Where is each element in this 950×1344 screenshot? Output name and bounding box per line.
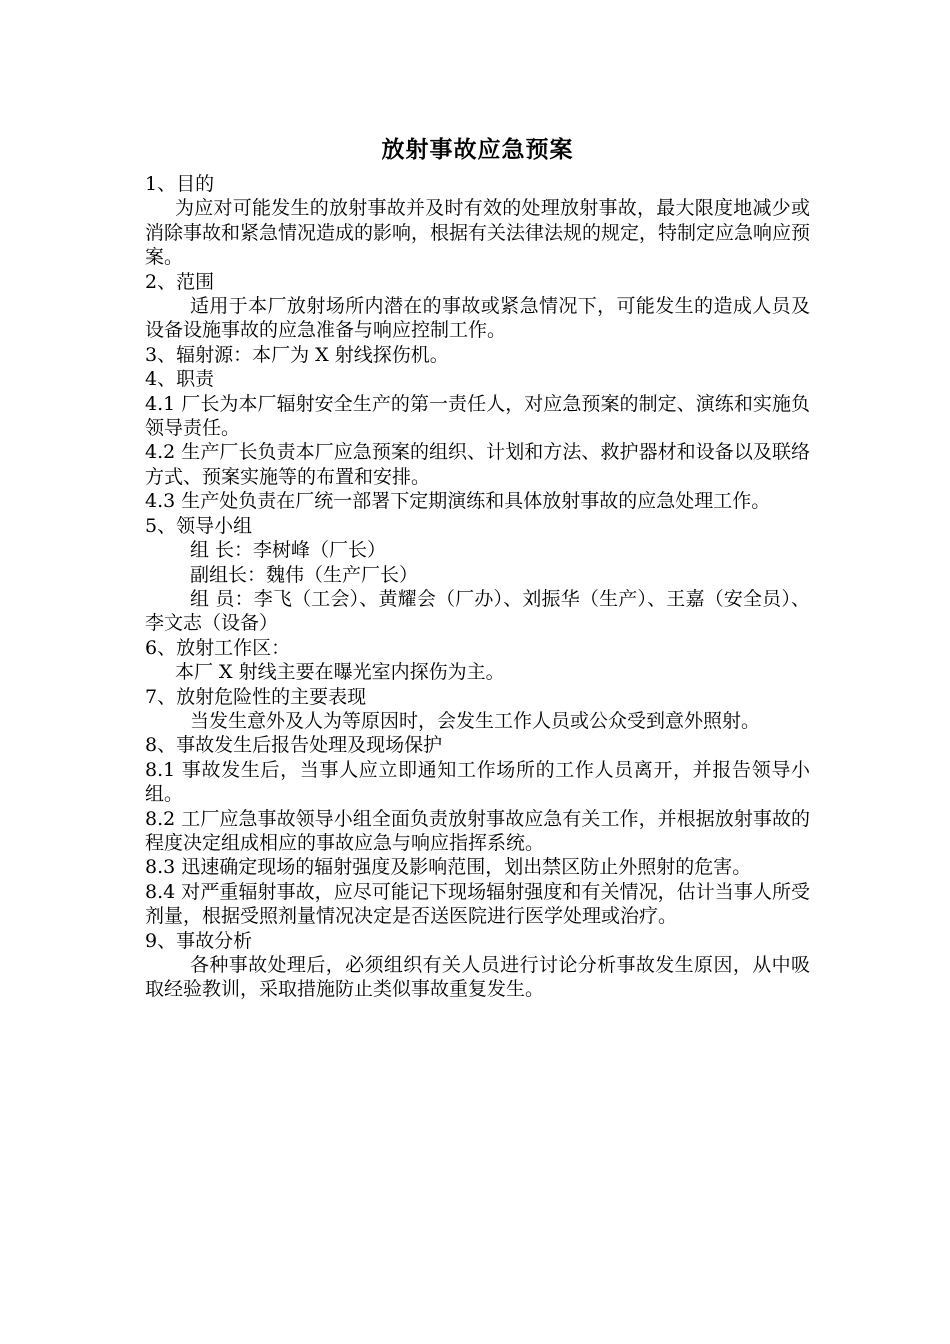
section-4-3: 4.3 生产处负责在厂统一部署下定期演练和具体放射事故的应急处理工作。 [145, 490, 771, 513]
deputy-leader-line: 副组长：魏伟（生产厂长） [190, 563, 419, 586]
section-4-1: 4.1 厂长为本厂辐射安全生产的第一责任人，对应急预案的制定、演练和实施负领导责任。 [145, 392, 810, 440]
section-6-body: 本厂 X 射线主要在曝光室内探伤为主。 [175, 661, 505, 684]
section-6-heading: 6、放射工作区： [145, 636, 291, 659]
members-line: 组 员：李飞（工会）、黄耀会（厂办）、刘振华（生产）、王嘉（安全员）、李文志（设备） [145, 587, 810, 635]
section-3-heading: 3、辐射源：本厂为 X 射线探伤机。 [145, 343, 449, 366]
section-1-body: 为应对可能发生的放射事故并及时有效的处理放射事故，最大限度地减少或消除事故和紧急情况造成的影响，根据有关法律法规的规定，特制定应急响应预案。 [145, 197, 811, 269]
section-9-body: 各种事故处理后，必须组织有关人员进行讨论分析事故发生原因，从中吸取经验教训，采取措施防止类似事故重复发生。 [145, 954, 810, 1001]
section-8-4: 8.4 对严重辐射事故，应尽可能记下现场辐射强度和有关情况，估计当事人所受剂量，根据受照剂量情况决定是否送医院进行医学处理或治疗。 [145, 880, 810, 928]
section-5-heading: 5、领导小组 [145, 514, 253, 537]
section-2-body: 适用于本厂放射场所内潜在的事故或紧急情况下，可能发生的造成人员及设备设施事故的应急准备与响应控制工作。 [145, 295, 810, 342]
leader-line: 组 长：李树峰（厂长） [190, 539, 387, 562]
document-page [145, 128, 810, 1002]
section-4-heading: 4、职责 [145, 368, 215, 391]
section-4-2: 4.2 生产厂长负责本厂应急预案的组织、计划和方法、救护器材和设备以及联络方式、预案实施等的布置和安排。 [145, 441, 810, 488]
section-9-heading: 9、事故分析 [145, 929, 253, 952]
section-7-body: 当发生意外及人为等原因时，会发生工作人员或公众受到意外照射。 [190, 709, 761, 732]
section-1-heading: 1、目的 [145, 173, 215, 195]
section-8-heading: 8、事故发生后报告处理及现场保护 [145, 734, 443, 757]
section-8-2: 8.2 工厂应急事故领导小组全面负责放射事故应急有关工作，并根据放射事故的程度决定组成相应的事故应急与响应指挥系统。 [145, 807, 810, 854]
section-2-heading: 2、范围 [145, 270, 215, 293]
section-7-heading: 7、放射危险性的主要表现 [145, 685, 367, 708]
document-title: 放射事故应急预案 [381, 136, 574, 163]
section-8-3: 8.3 迅速确定现场的辐射强度及影响范围，划出禁区防止外照射的危害。 [145, 856, 752, 879]
section-8-1: 8.1 事故发生后，当事人应立即通知工作场所的工作人员离开，并报告领导小组。 [145, 758, 810, 806]
